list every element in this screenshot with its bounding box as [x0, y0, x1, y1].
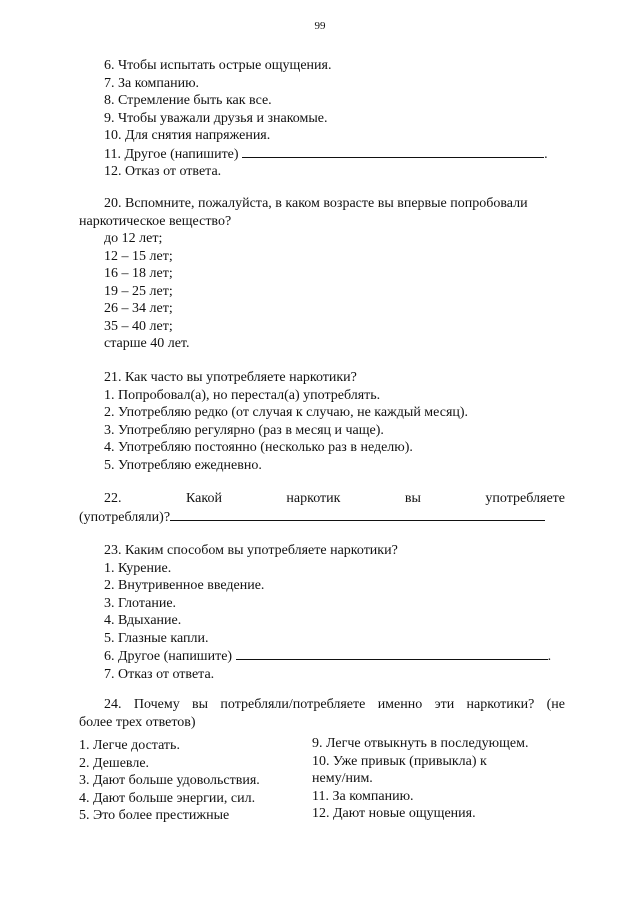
- question-title-line: [79, 508, 565, 527]
- option: 5. Употребляю ежедневно.: [104, 457, 262, 473]
- question-20-title: [79, 195, 565, 230]
- option: 2. Употребляю редко (от случая к случаю, не каждый месяц).: [104, 405, 469, 420]
- question-19-options: [104, 57, 574, 181]
- question-title: 21. Как часто вы употребляете наркотики?: [104, 370, 357, 385]
- question-22: [79, 490, 565, 526]
- option-other: [104, 647, 574, 666]
- option: 3. Употребляю регулярно (раз в месяц и чаще).: [104, 422, 384, 438]
- answer-blank[interactable]: [236, 647, 548, 660]
- question-title-line: 24. Почему вы потребляли/потребляете именно эти наркотики? (не: [104, 697, 565, 712]
- question-title-line: 22. Какой наркотик вы употребляете: [104, 491, 565, 506]
- option: 12 – 15 лет;: [104, 248, 173, 264]
- option-other-end: .: [547, 649, 552, 664]
- question-21: [104, 369, 574, 474]
- option-other: [104, 145, 574, 164]
- option: 16 – 18 лет;: [104, 266, 173, 281]
- option: 2. Внутривенное введение.: [104, 578, 265, 593]
- question-23: [104, 542, 574, 683]
- option-refusal: 12. Отказ от ответа.: [104, 164, 222, 179]
- option: 19 – 25 лет;: [104, 283, 173, 299]
- option: 9. Чтобы уважали друзья и знакомые.: [104, 110, 328, 126]
- option: 6. Чтобы испытать острые ощущения.: [104, 58, 332, 73]
- question-24-title: [79, 696, 565, 731]
- option-refusal: 7. Отказ от ответа.: [104, 666, 215, 682]
- option-other-label: 11. Другое (напишите): [104, 146, 239, 162]
- option-other-label: 6. Другое (напишите): [104, 649, 233, 664]
- page-number: 99: [314, 20, 326, 32]
- option: 2. Дешевле.: [79, 755, 150, 771]
- question-title-line: более трех ответов): [79, 714, 196, 730]
- option: 5. Это более престижные: [79, 808, 230, 823]
- answer-blank[interactable]: [242, 145, 544, 158]
- answer-blank[interactable]: [170, 508, 545, 521]
- option: 1. Курение.: [104, 560, 172, 576]
- option: 8. Стремление быть как все.: [104, 93, 272, 108]
- question-title-line: наркотическое вещество?: [79, 213, 232, 229]
- option: 4. Вдыхание.: [104, 613, 182, 628]
- option: 7. За компанию.: [104, 75, 200, 91]
- option: 9. Легче отвыкнуть в последующем.: [312, 736, 529, 751]
- option: нему/ним.: [312, 771, 373, 786]
- option: 3. Глотание.: [104, 595, 177, 611]
- question-20-options: [104, 230, 574, 353]
- options-column-left: [79, 737, 309, 825]
- option: 12. Дают новые ощущения.: [312, 806, 476, 821]
- option: 1. Легче достать.: [79, 738, 180, 753]
- option-other-end: .: [544, 146, 548, 162]
- question-title: 23. Каким способом вы употребляете наркотики?: [104, 543, 398, 558]
- option: 26 – 34 лет;: [104, 301, 173, 316]
- option: 11. За компанию.: [312, 788, 414, 804]
- option: 4. Дают больше энергии, сил.: [79, 790, 256, 806]
- option: 1. Попробовал(а), но перестал(а) употреблять.: [104, 387, 381, 403]
- option: старше 40 лет.: [104, 336, 190, 351]
- option: 35 – 40 лет;: [104, 318, 173, 334]
- option: 5. Глазные капли.: [104, 630, 209, 646]
- option: до 12 лет;: [104, 231, 163, 246]
- question-title-line: 20. Вспомните, пожалуйста, в каком возрасте вы впервые попробовали: [104, 196, 528, 211]
- option: 10. Уже привык (привыкла) к: [312, 753, 487, 769]
- option: 3. Дают больше удовольствия.: [79, 773, 260, 788]
- options-column-right: [312, 735, 572, 823]
- option: 4. Употребляю постоянно (несколько раз в неделю).: [104, 440, 413, 455]
- question-title-end: (употребляли)?: [79, 509, 171, 525]
- option: 10. Для снятия напряжения.: [104, 128, 271, 143]
